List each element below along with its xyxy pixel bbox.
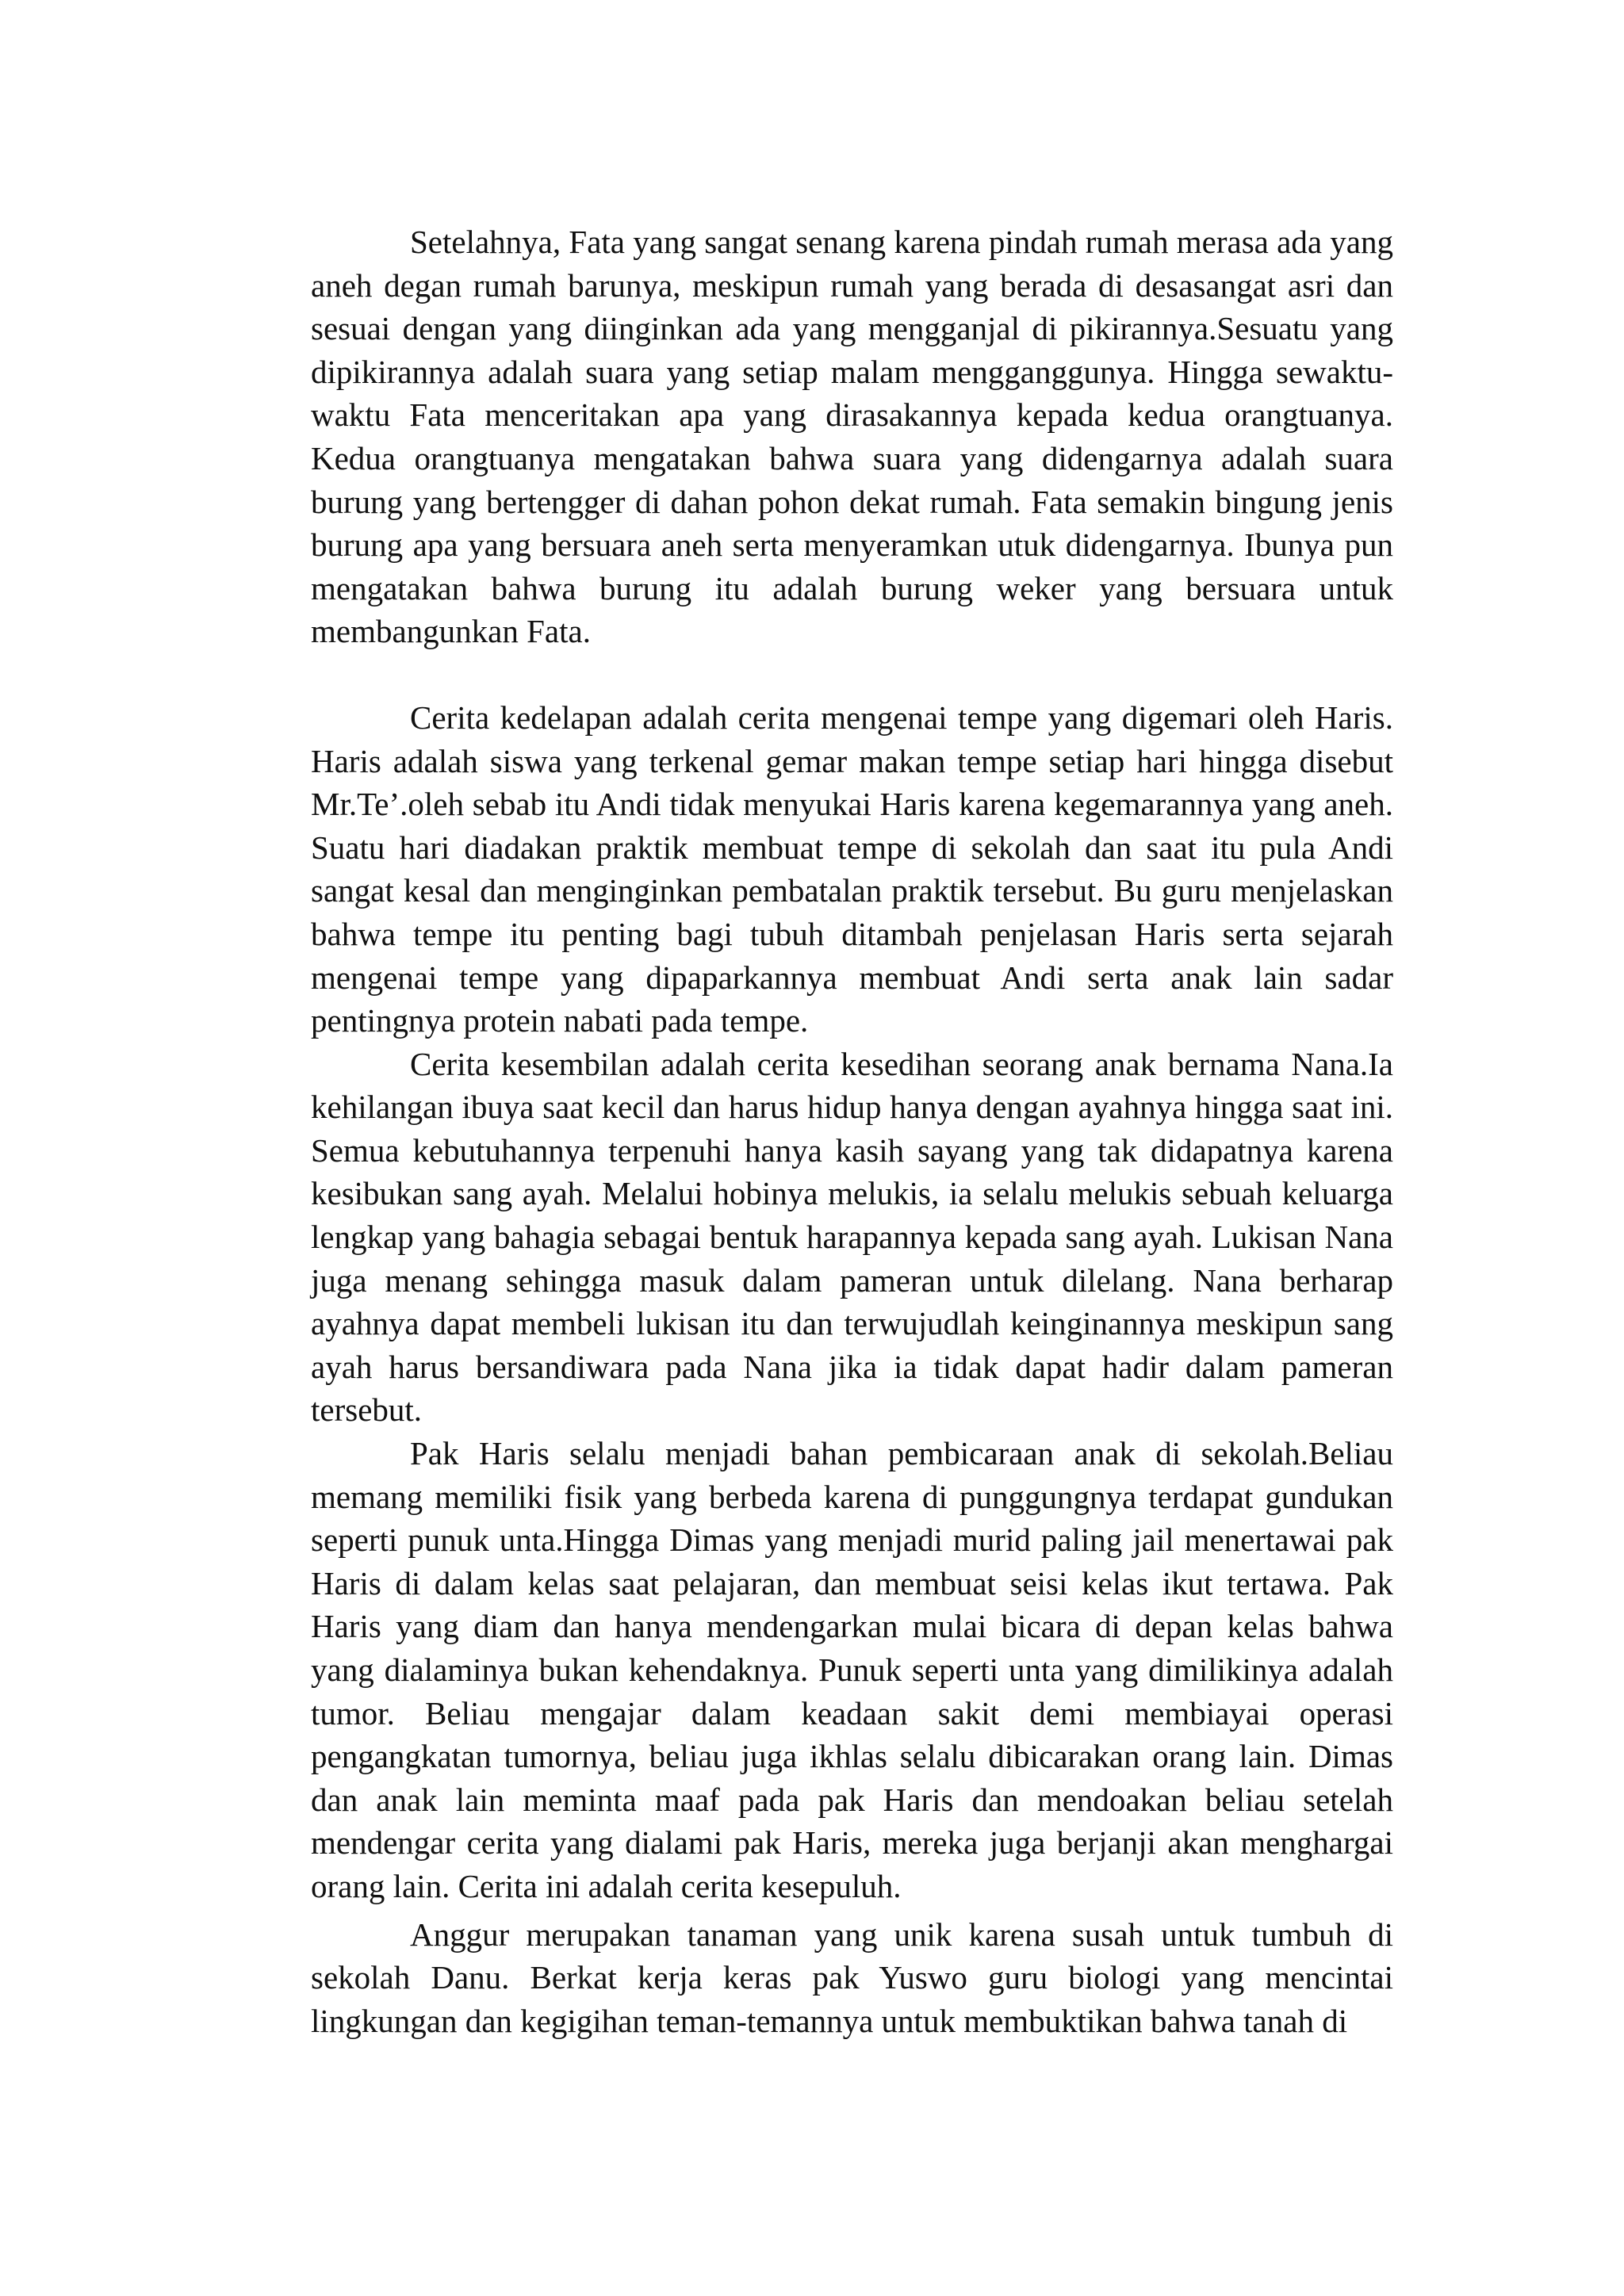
body-text <box>311 220 1393 2042</box>
paragraph-fata: Setelahnya, Fata yang sangat senang karena pindah rumah merasa ada yang aneh degan rumah barunya, meskipun rumah yang berada di desasangat asri dan sesuai dengan yang diinginkan ada yang mengganjal di pikirannya.Sesuatu yang dipikirannya adalah suara yang setiap malam mengganggunya. Hingga sewaktu-waktu Fata menceritakan apa yang dirasakannya kepada kedua orangtuanya. Kedua orangtuanya mengatakan bahwa suara yang didengarnya adalah suara burung yang bertengger di dahan pohon dekat rumah. Fata semakin bingung jenis burung apa yang bersuara aneh serta menyeramkan utuk didengarnya. Ibunya pun mengatakan bahwa burung itu adalah burung weker yang bersuara untuk membangunkan Fata. <box>311 224 1393 650</box>
paragraph-cerita-kedelapan: Cerita kedelapan adalah cerita mengenai tempe yang digemari oleh Haris. Haris adalah siswa yang terkenal gemar makan tempe setiap hari hingga disebut Mr.Te’.oleh sebab itu Andi tidak menyukai Haris karena kegemarannya yang aneh. Suatu hari diadakan praktik membuat tempe di sekolah dan saat itu pula Andi sangat kesal dan menginginkan pembatalan praktik tersebut. Bu guru menjelaskan bahwa tempe itu penting bagi tubuh ditambah penjelasan Haris serta sejarah mengenai tempe yang dipaparkannya membuat Andi serta anak lain sadar pentingnya protein nabati pada tempe. <box>311 698 1393 1039</box>
paragraph-anggur: Anggur merupakan tanaman yang unik karena susah untuk tumbuh di sekolah Danu. Berkat kerja keras pak Yuswo guru biologi yang mencintai lingkungan dan kegigihan teman-temannya untuk membuktikan bahwa tanah di <box>311 1915 1393 2039</box>
paragraph-pak-haris: Pak Haris selalu menjadi bahan pembicaraan anak di sekolah.Beliau memang memiliki fisik yang berbeda karena di punggungnya terdapat gundukan seperti punuk unta.Hingga Dimas yang menjadi murid paling jail menertawai pak Haris di dalam kelas saat pelajaran, dan membuat seisi kelas ikut tertawa. Pak Haris yang diam dan hanya mendengarkan mulai bicara di depan kelas bahwa yang dialaminya bukan kehendaknya. Punuk seperti unta yang dimilikinya adalah tumor. Beliau mengajar dalam keadaan sakit demi membiayai operasi pengangkatan tumornya, beliau juga ikhlas selalu dibicarakan orang lain. Dimas dan anak lain meminta maaf pada pak Haris dan mendoakan beliau setelah mendengar cerita yang dialami pak Haris, mereka juga berjanji akan menghargai orang lain. Cerita ini adalah cerita kesepuluh. <box>311 1435 1393 1904</box>
paragraph-cerita-kesembilan: Cerita kesembilan adalah cerita kesedihan seorang anak bernama Nana.Ia kehilangan ibuya saat kecil dan harus hidup hanya dengan ayahnya hingga saat ini. Semua kebutuhannya terpenuhi hanya kasih sayang yang tak didapatnya karena kesibukan sang ayah. Melalui hobinya melukis, ia selalu melukis sebuah keluarga lengkap yang bahagia sebagai bentuk harapannya kepada sang ayah. Lukisan Nana juga menang sehingga masuk dalam pameran untuk dilelang. Nana berharap ayahnya dapat membeli lukisan itu dan terwujudlah keinginannya meskipun sang ayah harus bersandiwara pada Nana jika ia tidak dapat hadir dalam pameran tersebut. <box>311 1045 1393 1429</box>
